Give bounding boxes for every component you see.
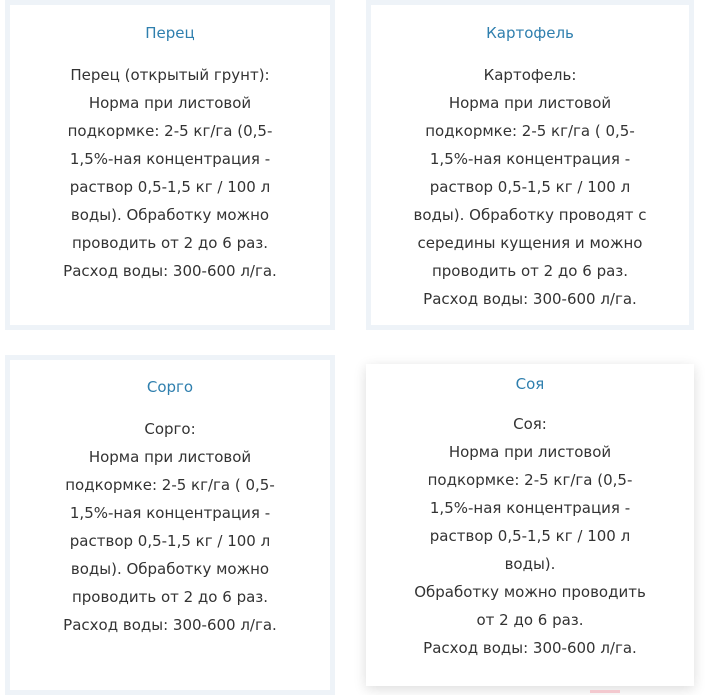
card-text-line: воды). Обработку можно	[70, 560, 270, 578]
card-text-line: Соя:	[513, 415, 547, 433]
card-title[interactable]: Картофель	[486, 24, 574, 42]
card-text-line: Обработку можно проводить	[414, 583, 646, 601]
card-text-line: Норма при листовой	[88, 448, 252, 466]
card-text-line: проводить от 2 до 6 раз.	[71, 588, 269, 606]
card-text-line: подкормке: 2-5 кг/га (0,5-	[427, 471, 633, 489]
card-title[interactable]: Соя	[515, 375, 545, 393]
card-text-line: Расход воды: 300-600 л/га.	[63, 262, 277, 280]
card-text-line: проводить от 2 до 6 раз.	[431, 262, 629, 280]
card-text-line: раствор 0,5-1,5 кг / 100 л	[429, 178, 631, 196]
decorative-mark	[590, 690, 620, 693]
card-text-line: 1,5%-ная концентрация -	[429, 499, 631, 517]
card-body	[366, 410, 694, 662]
card-text-line: проводить от 2 до 6 раз.	[71, 234, 269, 252]
card-body	[371, 61, 689, 313]
card-text-line: от 2 до 6 раз.	[476, 611, 584, 629]
card-text-line: подкормке: 2-5 кг/га (0,5-	[67, 122, 273, 140]
card-text-line: воды).	[504, 555, 556, 573]
card-text-line: воды). Обработку можно	[70, 206, 270, 224]
card-text-line: 1,5%-ная концентрация -	[69, 150, 271, 168]
card-text-line: Расход воды: 300-600 л/га.	[63, 616, 277, 634]
card-text-line: Расход воды: 300-600 л/га.	[423, 290, 637, 308]
card-text-line: середины кущения и можно	[417, 234, 643, 252]
card-title[interactable]: Перец	[145, 24, 195, 42]
card-text-line: Сорго:	[144, 420, 196, 438]
card-text-line: подкормке: 2-5 кг/га ( 0,5-	[425, 122, 635, 140]
card-body	[10, 61, 330, 285]
card-text-line: раствор 0,5-1,5 кг / 100 л	[429, 527, 631, 545]
card-text-line: подкормке: 2-5 кг/га ( 0,5-	[65, 476, 275, 494]
card-text-line: Расход воды: 300-600 л/га.	[423, 639, 637, 657]
card-text-line: раствор 0,5-1,5 кг / 100 л	[69, 532, 271, 550]
card-text-line: воды). Обработку проводят с	[413, 206, 647, 224]
card-text-line: Перец (открытый грунт):	[70, 66, 270, 84]
card-text-line: раствор 0,5-1,5 кг / 100 л	[69, 178, 271, 196]
card-title[interactable]: Сорго	[146, 378, 194, 396]
card-perets	[5, 0, 335, 330]
card-text-line: Норма при листовой	[448, 443, 612, 461]
card-text-line: Норма при листовой	[88, 94, 252, 112]
card-soya[interactable]	[366, 364, 694, 686]
card-body	[10, 415, 330, 639]
card-text-line: 1,5%-ная концентрация -	[429, 150, 631, 168]
card-sorgo	[5, 355, 335, 695]
card-text-line: Картофель:	[483, 66, 577, 84]
card-text-line: Норма при листовой	[448, 94, 612, 112]
card-kartofel	[366, 0, 694, 330]
card-text-line: 1,5%-ная концентрация -	[69, 504, 271, 522]
